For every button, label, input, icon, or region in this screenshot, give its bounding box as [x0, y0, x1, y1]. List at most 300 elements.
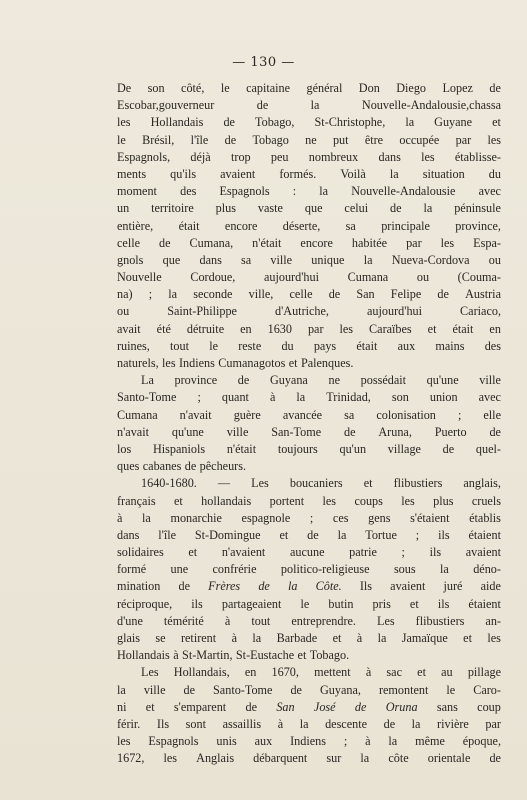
word: espagnole	[241, 510, 291, 525]
text-line	[117, 493, 501, 510]
word: côte	[388, 751, 409, 766]
text-line	[117, 200, 501, 217]
word: par	[406, 235, 422, 250]
word: et	[288, 356, 298, 370]
word: province	[174, 373, 218, 388]
word: n'était	[226, 441, 257, 456]
word: n'avait	[117, 424, 149, 439]
word: la	[405, 115, 415, 130]
word: Barbade	[276, 631, 318, 645]
word: du	[281, 338, 294, 353]
word: à	[365, 665, 372, 680]
word: an-	[485, 613, 501, 628]
word: un	[117, 201, 130, 216]
word: Voilà	[340, 166, 366, 181]
text-line	[117, 389, 501, 406]
word: ;	[457, 407, 462, 422]
word: ils	[437, 596, 450, 611]
word: les	[401, 493, 415, 508]
word: celui	[344, 201, 369, 216]
word: formé	[117, 562, 147, 577]
word: témérité	[163, 613, 204, 628]
word: de	[223, 115, 235, 130]
word: hollandais	[201, 493, 252, 508]
word: et	[417, 665, 426, 680]
word: territoire	[151, 201, 194, 216]
word: les	[117, 115, 131, 130]
text-line	[117, 235, 501, 252]
word: assaillis	[222, 716, 262, 731]
word: toujours	[277, 441, 318, 456]
word: de	[290, 682, 302, 697]
word: San-Tome	[271, 424, 322, 439]
word: à	[356, 631, 363, 645]
word: la	[319, 184, 329, 199]
word: vaste	[257, 201, 283, 216]
word: aux	[397, 338, 416, 353]
word: être	[364, 132, 384, 147]
text-line	[117, 544, 501, 561]
word: les	[162, 356, 176, 370]
word: la	[360, 751, 370, 766]
word: péninsule	[454, 201, 501, 216]
word: St-Martin,	[182, 648, 233, 663]
text-line	[117, 561, 501, 578]
word: Cumana	[347, 270, 389, 285]
text-line	[117, 647, 501, 664]
word: ne	[328, 373, 340, 388]
word: ;	[401, 545, 405, 560]
text-line	[117, 97, 501, 114]
word: Don	[358, 81, 380, 95]
word: coups	[354, 493, 383, 508]
word: de	[489, 751, 501, 766]
word: le	[446, 682, 456, 697]
word: pêcheurs.	[199, 459, 247, 474]
word: les	[117, 734, 131, 749]
word: des	[180, 184, 197, 199]
word: cabanes	[142, 459, 182, 474]
word: remontent	[378, 682, 429, 697]
word: Nouvelle-Andalousie,chassa	[361, 98, 501, 113]
word: San	[356, 287, 375, 302]
word: pays	[313, 338, 337, 353]
text-line	[117, 286, 501, 303]
word: ni	[117, 699, 127, 714]
word: ces	[332, 510, 349, 525]
word: la	[310, 98, 320, 113]
page-number: — 130 —	[232, 55, 295, 70]
word: réciproque,	[117, 596, 173, 611]
word: de	[237, 373, 250, 388]
word: à	[224, 613, 231, 628]
word: avaient	[465, 545, 501, 560]
word: déjà	[190, 149, 211, 164]
word: St-Eustache	[235, 648, 295, 663]
word: Guyana,	[319, 682, 361, 697]
word: Cariaco,	[460, 304, 501, 319]
word: entreprendre.	[291, 613, 356, 628]
word: l'île	[158, 527, 176, 542]
word: et	[463, 631, 472, 645]
word: s'étaient	[410, 510, 450, 525]
word: détruite	[186, 321, 225, 336]
word: boucaniers	[289, 476, 343, 491]
word: mains	[435, 338, 465, 353]
word: Tobago.	[309, 648, 350, 663]
word: unis	[216, 734, 237, 749]
word: de	[183, 682, 196, 697]
word: dans	[199, 252, 222, 267]
word: seconde	[193, 287, 233, 302]
word: la	[296, 390, 306, 405]
word: put	[332, 132, 349, 147]
word: St-Domingue	[194, 527, 261, 542]
word: ville	[143, 682, 166, 697]
word: Escobar,gouverneur	[117, 98, 215, 113]
word: Santo-Tome	[117, 390, 177, 405]
word: de	[344, 424, 356, 439]
word: par	[307, 321, 324, 336]
word: anglais,	[463, 476, 501, 491]
word: Nouvelle	[117, 270, 162, 285]
word: que	[304, 201, 323, 216]
word: n'avait	[179, 407, 212, 422]
word: rivière	[437, 716, 469, 731]
word: quant	[221, 390, 249, 405]
word: monarchie	[170, 510, 222, 525]
word: Oruna	[385, 699, 418, 714]
word: 1630	[267, 321, 292, 336]
word: peu	[270, 149, 289, 164]
word: ments	[117, 166, 147, 181]
word: la	[440, 562, 449, 577]
word: sac	[386, 665, 402, 680]
word: de	[489, 81, 501, 95]
word: aujourd'hui	[367, 304, 423, 319]
word: plus	[215, 201, 236, 216]
word: férir.	[117, 716, 141, 731]
word: San	[276, 699, 295, 714]
word: ;	[415, 527, 420, 542]
word: —	[217, 476, 231, 491]
word: pris	[372, 596, 391, 611]
word: que	[162, 252, 181, 267]
word: de	[184, 459, 197, 474]
word: los	[117, 441, 132, 456]
word: était	[356, 338, 378, 353]
word: et	[363, 476, 373, 491]
word: général	[306, 81, 343, 95]
text-line	[117, 699, 501, 716]
word: mettent	[314, 665, 351, 680]
word: de	[442, 441, 455, 456]
word: les	[421, 149, 435, 164]
text-line	[117, 338, 501, 355]
word: avaient	[390, 579, 426, 594]
word: les	[487, 132, 501, 147]
word: avec	[478, 184, 501, 199]
text-line	[117, 218, 501, 235]
word: ;	[148, 287, 153, 302]
word: la	[252, 631, 262, 645]
word: trop	[231, 149, 251, 164]
word: José	[313, 699, 336, 714]
word: capitaine	[246, 81, 291, 95]
word: sans	[436, 699, 458, 714]
word: Indiens	[179, 356, 215, 370]
word: cruels	[471, 493, 501, 508]
text-line	[117, 183, 501, 200]
word: et	[279, 527, 289, 542]
word: flibustiers	[415, 613, 465, 628]
word: débarquent	[253, 751, 308, 766]
word: juré	[443, 579, 463, 594]
word: :	[292, 184, 297, 199]
text-line	[117, 664, 501, 681]
word: à	[231, 631, 237, 645]
word: et	[492, 115, 501, 130]
word: qu'une	[171, 424, 204, 439]
word: la	[423, 201, 433, 216]
word: aucune	[289, 545, 325, 560]
word: d'une	[117, 613, 143, 628]
word: union	[429, 390, 458, 405]
word: province,	[455, 218, 501, 233]
word: Anglais	[196, 751, 235, 766]
word: Côte.	[315, 579, 342, 594]
text-line	[117, 355, 501, 372]
word: avec	[478, 390, 501, 405]
text-line	[117, 114, 501, 131]
word: au	[441, 665, 453, 680]
word: ville	[479, 373, 501, 388]
word: ils	[429, 545, 442, 560]
word: na)	[117, 287, 133, 302]
word: orientale	[427, 751, 471, 766]
text-line	[117, 682, 501, 699]
text-line	[117, 407, 501, 424]
word: ou	[416, 270, 430, 285]
text-line	[117, 424, 501, 441]
text-line	[117, 510, 501, 527]
word: les	[322, 493, 337, 508]
word: de	[307, 527, 319, 542]
word: en	[240, 321, 252, 336]
word: avaient	[220, 166, 256, 181]
word: sa	[344, 407, 355, 422]
word: de	[383, 716, 396, 731]
text-line	[117, 269, 501, 286]
word: Austria	[465, 287, 501, 302]
word: les	[339, 321, 354, 336]
word: Cordoue,	[190, 270, 236, 285]
word: Lopez	[442, 81, 473, 95]
word: ;	[197, 390, 201, 405]
word: Les	[377, 613, 395, 628]
word: sa	[241, 252, 252, 267]
word: La	[141, 373, 154, 388]
word: de	[258, 579, 270, 594]
word: n'avaient	[221, 545, 266, 560]
word: sa	[345, 218, 356, 233]
word: de	[224, 132, 237, 147]
word: Jamaïque	[401, 631, 448, 645]
word: tout	[170, 338, 190, 353]
word: ils	[438, 527, 450, 542]
word: ques	[117, 459, 140, 474]
word: même	[415, 734, 445, 749]
word: époque,	[462, 734, 501, 749]
text-line	[117, 750, 501, 767]
word: la	[142, 510, 151, 525]
word: possédait	[360, 373, 406, 388]
word: la	[411, 716, 421, 731]
word: été	[156, 321, 171, 336]
word: de	[354, 699, 367, 714]
text-line	[117, 303, 501, 320]
word: de	[489, 424, 501, 439]
word: la	[389, 166, 399, 181]
word: dans	[378, 149, 401, 164]
word: Puerto	[434, 424, 467, 439]
word: celle	[289, 287, 313, 302]
text-line	[117, 458, 501, 475]
word: 1640-1680.	[141, 476, 197, 491]
word: Les	[251, 476, 269, 491]
word: le	[300, 596, 310, 611]
word: la	[337, 527, 347, 542]
word: Hollandais	[117, 648, 170, 663]
word: en	[489, 321, 501, 336]
text-line	[117, 613, 501, 630]
word: patrie	[349, 545, 377, 560]
word: Santo-Tome	[213, 682, 273, 697]
text-line	[117, 596, 501, 613]
word: était	[452, 321, 474, 336]
body-text	[117, 80, 501, 768]
word: ;	[343, 734, 348, 749]
word: ils	[191, 596, 203, 611]
word: une	[170, 562, 189, 577]
word: Diego	[396, 81, 427, 95]
word: étaient	[468, 596, 501, 611]
word: établis	[469, 510, 501, 525]
word: De	[117, 81, 132, 95]
text-line	[117, 716, 501, 733]
word: à	[117, 510, 123, 525]
word: Indiens	[290, 734, 326, 749]
word: déno-	[473, 562, 501, 577]
word: celle	[117, 235, 141, 250]
word: Cumanagotos	[218, 356, 286, 370]
word: confrérie	[212, 562, 257, 577]
word: situation	[422, 166, 465, 181]
text-line	[117, 578, 501, 595]
word: de	[245, 699, 258, 714]
word: les	[440, 235, 455, 250]
word: son	[147, 81, 165, 95]
word: entière,	[117, 218, 154, 233]
word: des	[484, 338, 501, 353]
word: à	[277, 716, 284, 731]
word: de	[178, 579, 190, 594]
word: en	[244, 665, 257, 680]
word: et	[332, 631, 342, 645]
word: son	[391, 390, 409, 405]
word: Caraïbes	[369, 321, 412, 336]
word: et	[409, 596, 419, 611]
word: 1670,	[271, 665, 299, 680]
word: Tobago	[252, 132, 289, 147]
word: Felipe	[390, 287, 422, 302]
word: d'Autriche,	[275, 304, 329, 319]
word: du	[488, 166, 501, 181]
word: qu'ils	[170, 166, 197, 181]
word: la	[287, 579, 298, 594]
word: aujourd'hui	[263, 270, 319, 285]
word: quel-	[475, 441, 501, 456]
word: et	[297, 648, 307, 663]
word: n'était	[252, 235, 282, 250]
text-line	[117, 252, 501, 269]
word: village	[387, 441, 421, 456]
word: la	[388, 734, 398, 749]
word: sur	[326, 751, 342, 766]
word: Hispaniols	[152, 441, 206, 456]
word: la	[117, 682, 126, 697]
text-line	[117, 527, 501, 544]
word: politico-religieuse	[280, 562, 370, 577]
word: plus	[433, 493, 454, 508]
word: la	[168, 287, 178, 302]
word: encore	[224, 218, 258, 233]
word: ville,	[248, 287, 274, 302]
word: Frères	[208, 579, 241, 594]
word: Caro-	[473, 682, 501, 697]
word: par	[485, 716, 501, 731]
word: à	[173, 648, 179, 663]
word: ruines,	[117, 338, 150, 353]
word: tout	[251, 613, 271, 628]
word: de	[328, 287, 341, 302]
word: gens	[368, 510, 391, 525]
word: ne	[305, 132, 317, 147]
word: de	[159, 235, 171, 250]
word: glais	[117, 631, 141, 645]
word: encore	[300, 235, 333, 250]
word: les	[487, 631, 501, 645]
word: moment	[117, 184, 157, 199]
word: à	[365, 734, 371, 749]
word: principale	[381, 218, 430, 233]
word: reste	[238, 338, 262, 353]
word: côté,	[181, 81, 205, 95]
word: colonisation	[376, 407, 436, 422]
word: Cumana,	[189, 235, 234, 250]
word: sous	[393, 562, 416, 577]
word: établisse-	[454, 149, 501, 164]
text-line	[117, 733, 501, 750]
word: pillage	[467, 665, 501, 680]
text-line	[117, 475, 501, 492]
word: la	[363, 252, 373, 267]
word: Cumana	[117, 407, 158, 422]
word: qu'une	[426, 373, 459, 388]
word: le	[220, 81, 230, 95]
word: par	[455, 132, 472, 147]
word: de	[390, 201, 402, 216]
